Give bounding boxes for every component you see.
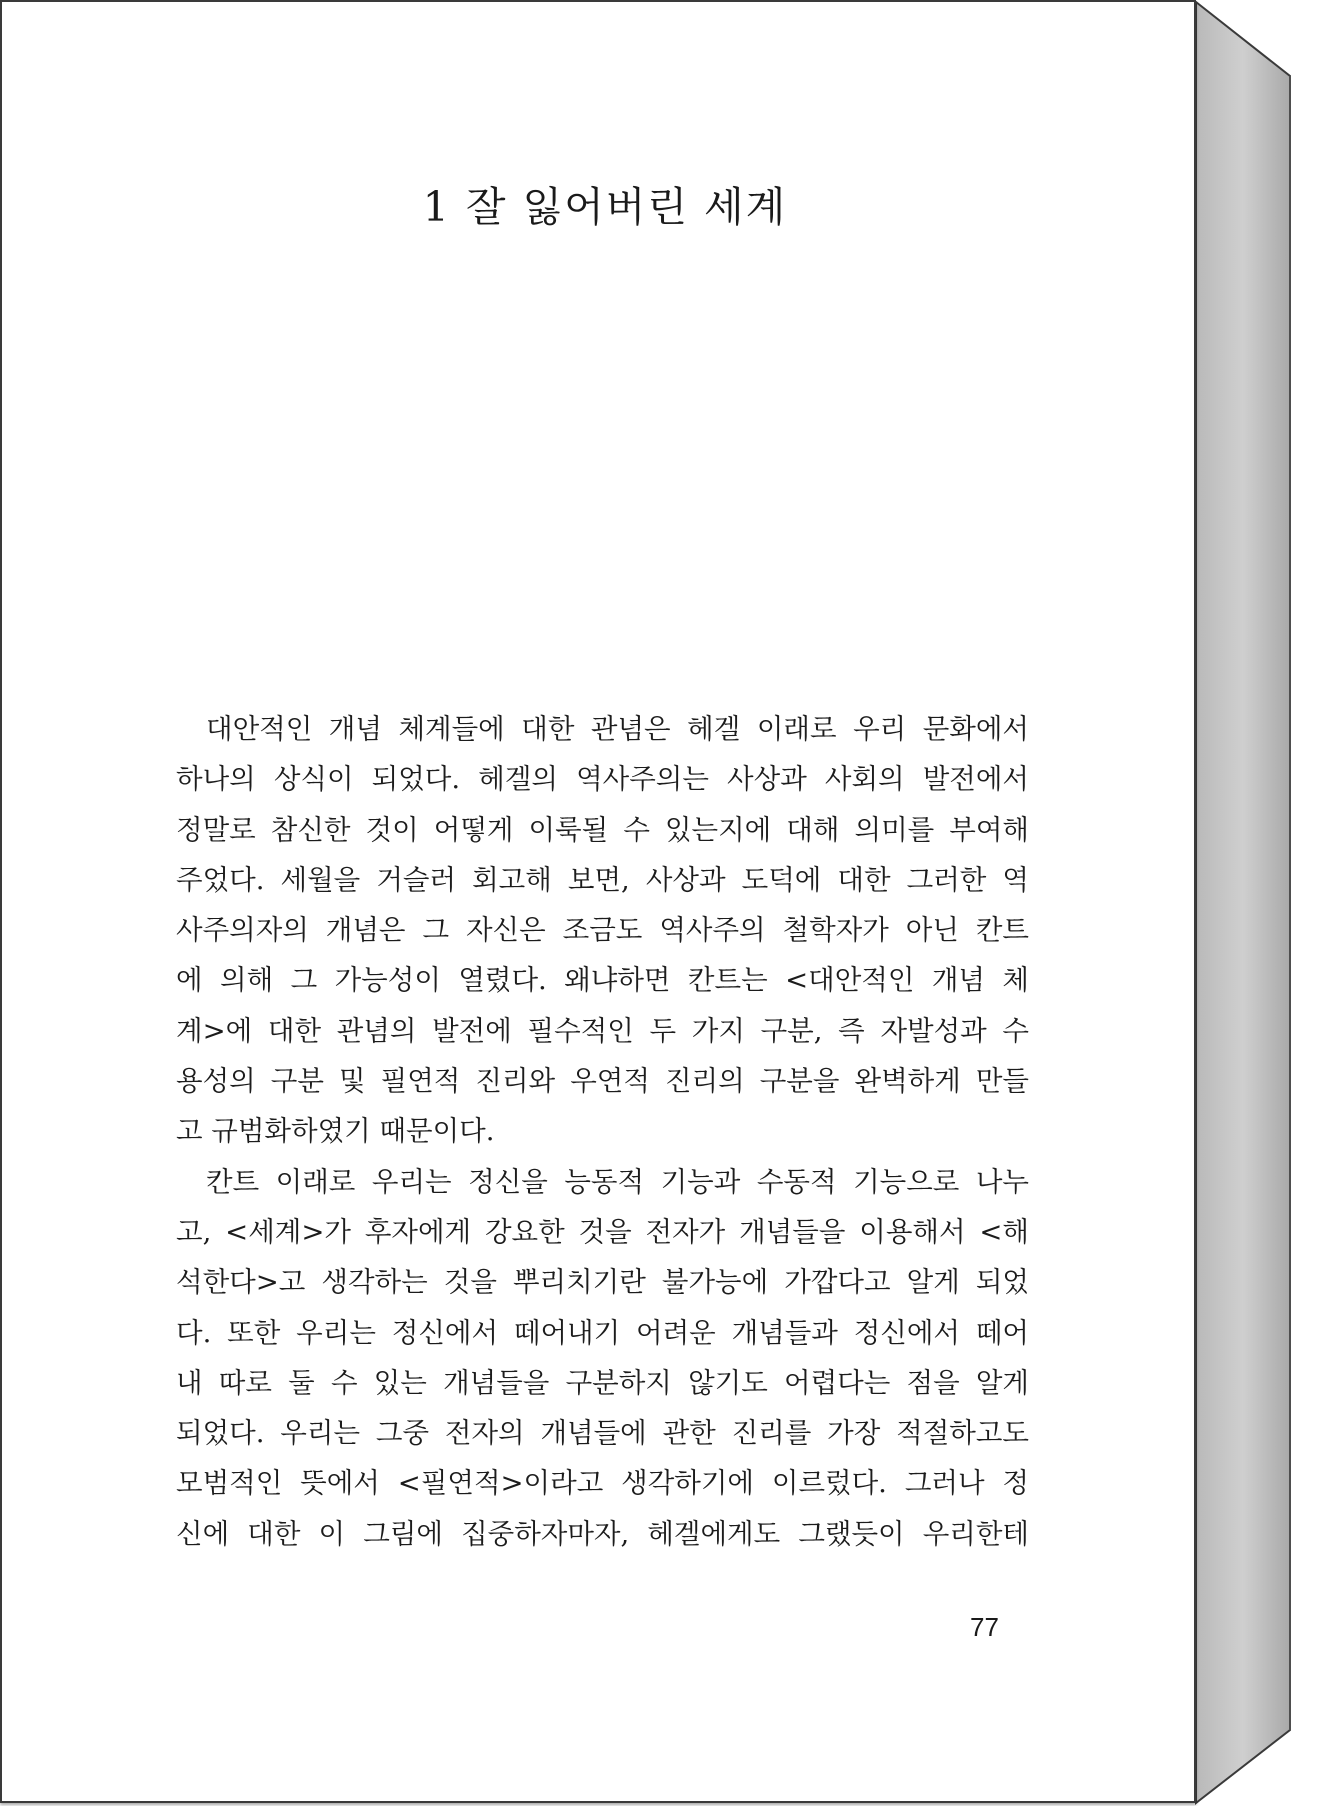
page-edges-graphic (1194, 0, 1319, 1806)
text-line: 고 규범화하였기 때문이다. (176, 1115, 495, 1148)
text-line: 대안적인 개념 체계들에 대한 관념은 헤겔 이래로 우리 문화에서 (206, 713, 1029, 745)
text-line: 정말로 참신한 것이 어떻게 이룩될 수 있는지에 대해 의미를 부여해 (176, 813, 1029, 846)
text-line: 용성의 구분 및 필연적 진리와 우연적 진리의 구분을 완벽하게 만들 (176, 1065, 1029, 1098)
text-line: 석한다>고 생각하는 것을 뿌리치기란 불가능에 가깝다고 알게 되었 (176, 1266, 1029, 1299)
text-line: 되었다. 우리는 그중 전자의 개념들에 관한 진리를 가장 적절하고도 (176, 1417, 1029, 1450)
page-number: 77 (970, 1612, 999, 1642)
text-line: 다. 또한 우리는 정신에서 떼어내기 어려운 개념들과 정신에서 떼어 (176, 1316, 1029, 1349)
text-line: 사주의자의 개념은 그 자신은 조금도 역사주의 철학자가 아닌 칸트 (176, 914, 1029, 947)
text-line: 하나의 상식이 되었다. 헤겔의 역사주의는 사상과 사회의 발전에서 (176, 763, 1029, 796)
text-line: 고, <세계>가 후자에게 강요한 것을 전자가 개념들을 이용해서 <해 (176, 1215, 1029, 1248)
text-line: 모범적인 뜻에서 <필연적>이라고 생각하기에 이르렀다. 그러나 정 (176, 1467, 1029, 1500)
text-line: 에 의해 그 가능성이 열렸다. 왜냐하면 칸트는 <대안적인 개념 체 (176, 964, 1029, 997)
text-line: 내 따로 둘 수 있는 개념들을 구분하지 않기도 어렵다는 점을 알게 (176, 1366, 1029, 1399)
text-line: 주었다. 세월을 거슬러 회고해 보면, 사상과 도덕에 대한 그러한 역 (176, 863, 1029, 896)
text-line: 칸트 이래로 우리는 정신을 능동적 기능과 수동적 기능으로 나누 (206, 1165, 1029, 1198)
body-text (176, 704, 1029, 1559)
chapter-title: 1 잘 잃어버린 세계 (422, 183, 788, 231)
text-line: 계>에 대한 관념의 발전에 필수적인 두 가지 구분, 즉 자발성과 수 (176, 1014, 1029, 1047)
text-line: 신에 대한 이 그림에 집중하자마자, 헤겔에게도 그랬듯이 우리한테 (176, 1517, 1029, 1550)
book-page-edges (1194, 0, 1319, 1806)
